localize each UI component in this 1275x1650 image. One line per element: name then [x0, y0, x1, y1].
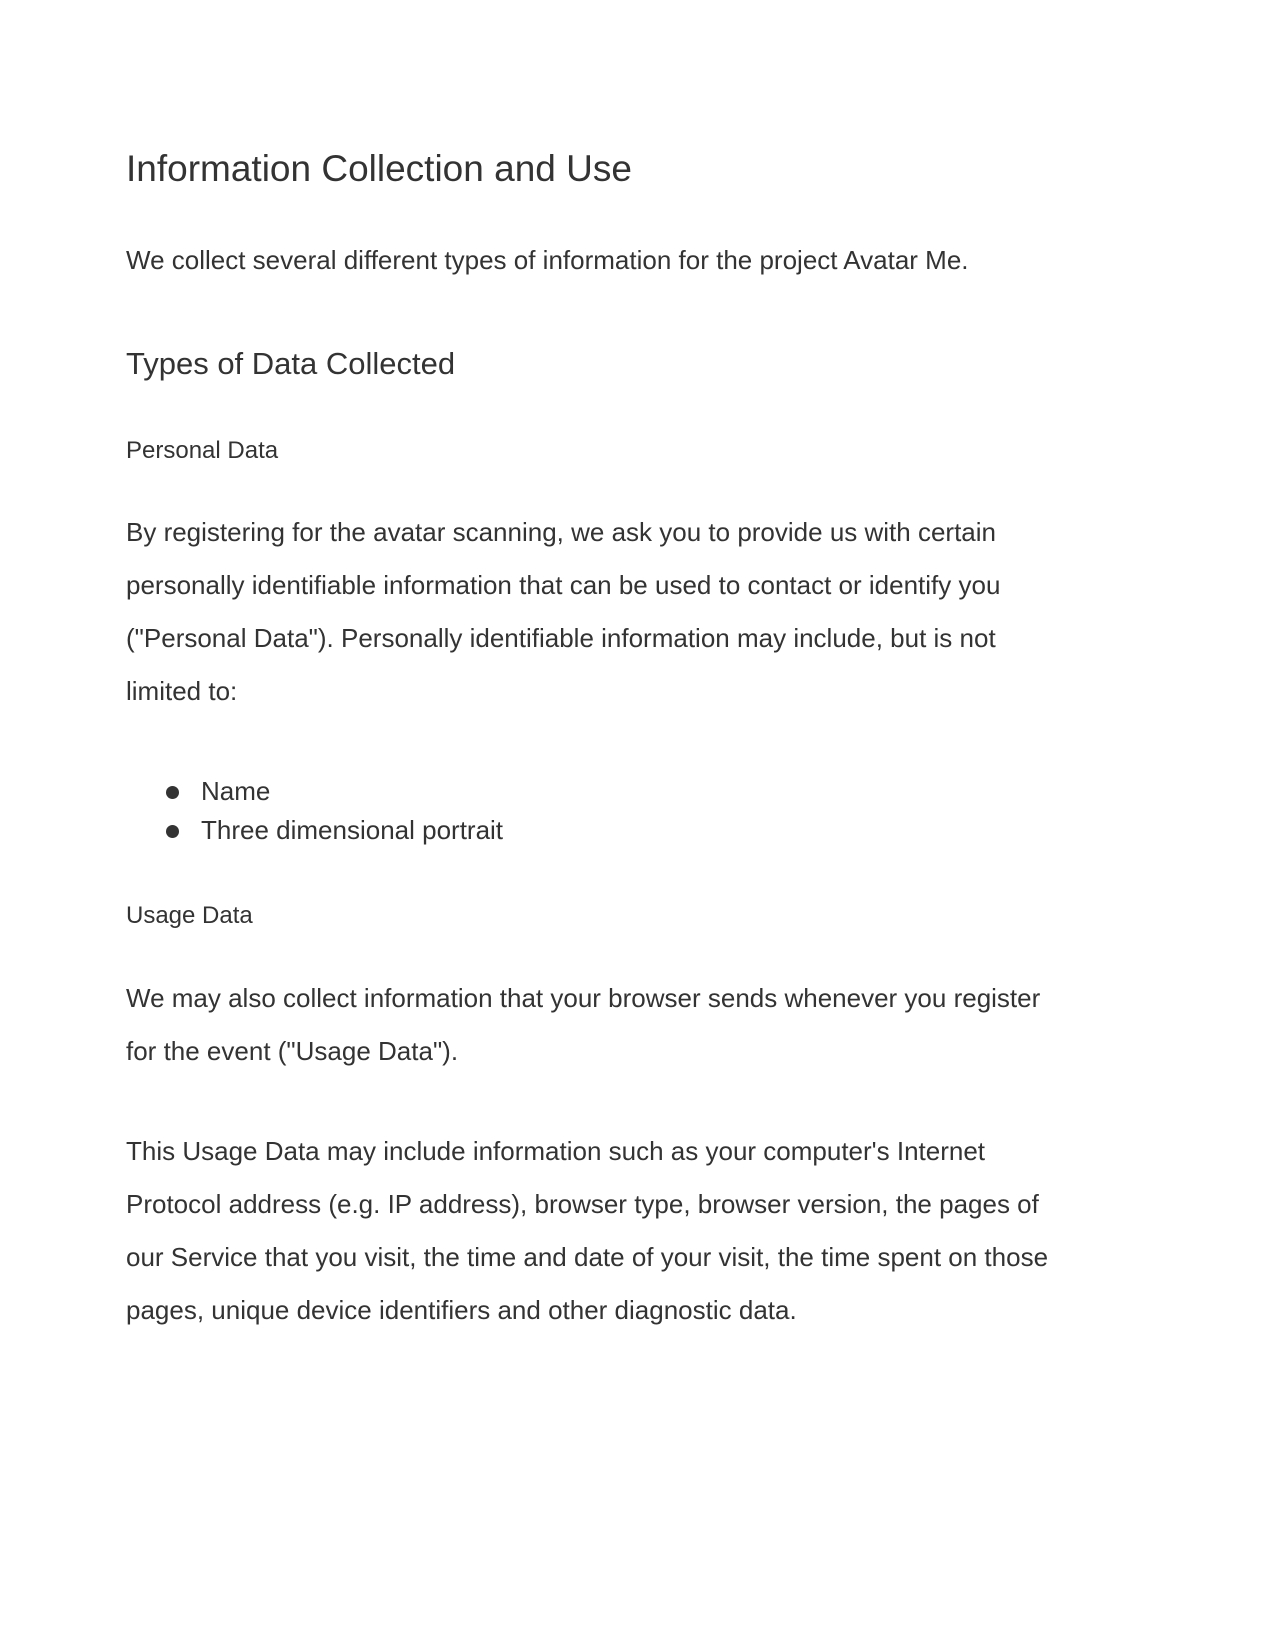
list-item	[126, 772, 503, 811]
page-title: Information Collection and Use	[126, 148, 632, 189]
intro-paragraph: We collect several different types of information for the project Avatar Me.	[126, 245, 969, 275]
section-heading: Types of Data Collected	[126, 346, 456, 381]
paragraph-line: ("Personal Data"). Personally identifiable information may include, but is not	[126, 623, 996, 653]
bullet-dot-icon	[166, 786, 179, 799]
personal-data-list	[126, 772, 503, 850]
list-item-label: Three dimensional portrait	[201, 815, 504, 845]
bullet-dot-icon	[166, 825, 179, 838]
usage-data-paragraph-1	[126, 972, 1146, 1078]
list-item	[126, 811, 503, 850]
paragraph-line: our Service that you visit, the time and date of your visit, the time spent on those	[126, 1242, 1049, 1272]
paragraph-line: limited to:	[126, 676, 238, 706]
paragraph-line: personally identifiable information that can be used to contact or identify you	[126, 570, 1001, 600]
list-item-label: Name	[201, 776, 271, 806]
paragraph-line: Protocol address (e.g. IP address), browser type, browser version, the pages of	[126, 1189, 1039, 1219]
paragraph-line: By registering for the avatar scanning, we ask you to provide us with certain	[126, 517, 996, 547]
paragraph-line: for the event ("Usage Data").	[126, 1036, 459, 1066]
paragraph-line: This Usage Data may include information such as your computer's Internet	[126, 1136, 986, 1166]
usage-data-heading: Usage Data	[126, 902, 253, 929]
personal-data-heading: Personal Data	[126, 437, 279, 464]
usage-data-paragraph-2	[126, 1125, 1146, 1337]
personal-data-paragraph	[126, 506, 1146, 718]
paragraph-line: We may also collect information that your browser sends whenever you register	[126, 983, 1041, 1013]
paragraph-line: pages, unique device identifiers and other diagnostic data.	[126, 1295, 797, 1325]
